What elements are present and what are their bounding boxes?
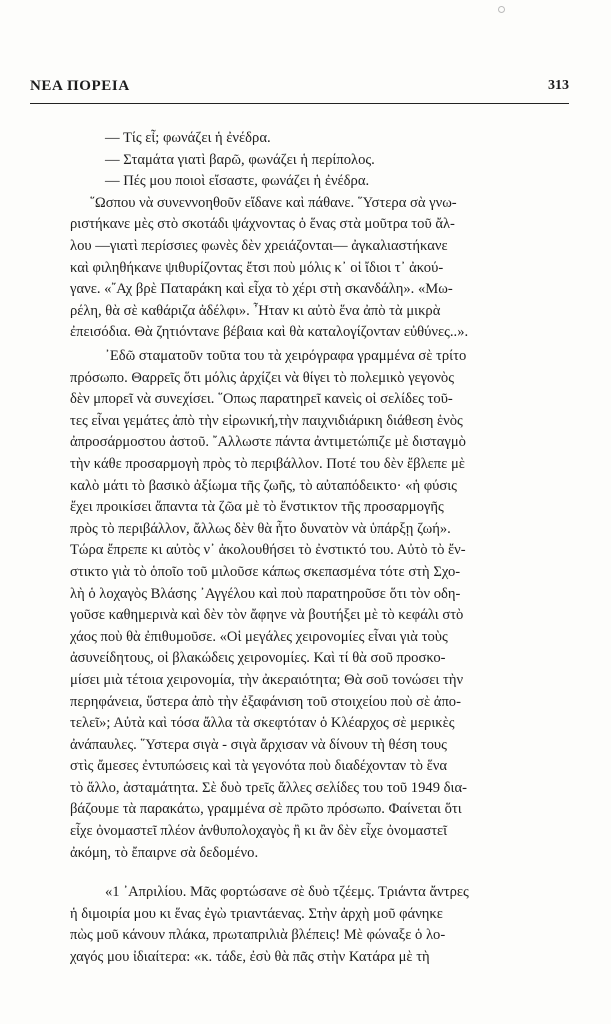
header-rule — [30, 103, 569, 104]
text-line: πὼς μοῦ κάνουν πλάκα, πρωταπριλιὰ βλέπεις! Μὲ φώναξε ὁ λο- — [70, 927, 446, 944]
text-line: ἀσυνείδητους, οἱ βλακώδεις χειρονομίες. Καὶ τί θὰ σοῦ προσκο- — [70, 650, 446, 667]
page-number: 313 — [548, 78, 569, 93]
text-line: καλὸ μάτι τὸ βασικὸ ἀξίωμα τῆς ζωῆς, τὸ αὐταπόδεικτο· «ἡ φύσις — [70, 477, 457, 494]
diary-paragraph — [70, 882, 565, 968]
text-line: ἀκόμη, τὸ ἔπαιρνε σὰ δεδομένο. — [70, 844, 259, 861]
text-line: — Σταμάτα γιατὶ βαρῶ, φωνάζει ἡ περίπολος. — [105, 151, 375, 168]
text-line: γοῦσε καθημερινὰ καὶ δὲν τὸν ἄφηνε νὰ βουτήξει μὲ τὸ κεφάλι στὸ — [70, 607, 464, 624]
text-line: τελεῖ»; Αὐτὰ καὶ τόσα ἄλλα τὰ σκεφτόταν ὁ Κλέαρχος σὲ μερικὲς — [70, 715, 455, 732]
text-line: πρόσωπο. Θαρρεῖς ὅτι μόλις ἀρχίζει νὰ θίγει τὸ πολεμικὸ γεγονὸς — [70, 369, 454, 386]
narrative-paragraph — [70, 346, 565, 864]
text-line: χαγός μου ἰδιαίτερα: «κ. τάδε, ἐσὺ θὰ πᾶς στὴν Κατάρα μὲ τὴ — [70, 948, 430, 965]
text-line: ἐπεισόδια. Θὰ ζητιόντανε βέβαια καὶ θὰ καταλογίζονταν εὐθύνες..». — [70, 324, 469, 341]
text-line: ρέλη, θὰ σὲ καθάριζα ἀδέλφι». ῏Ηταν κι αὐτὸ ἕνα ἀπὸ τὰ μικρὰ — [70, 302, 441, 319]
text-line: βάζουμε τὰ παρακάτω, γραμμένα σὲ πρῶτο πρόσωπο. Φαίνεται ὅτι — [70, 801, 462, 818]
text-line: δὲν μπορεῖ νὰ συνεχίσει. ῞Οπως παρατηρεῖ κανεὶς οἱ σελίδες τοῦ- — [70, 391, 453, 408]
text-line: πρὸς τὸ περιβάλλον, ἄλλως δὲν θὰ ἦτο δυνατὸν νὰ ὑπάρξῃ ζωή». — [70, 520, 451, 537]
paper-speck — [498, 6, 505, 13]
text-line: ἀνάπαυλες. ῞Υστερα σιγὰ - σιγὰ ἄρχισαν νὰ δίνουν τὴ θέση τους — [70, 736, 447, 753]
page-header — [30, 78, 569, 100]
text-line: ἡ διμοιρία μου κι ἕνας ἐγὼ τριαντάενας. Στὴν ἀρχὴ μοῦ φάνηκε — [70, 905, 443, 922]
text-line: λου —γιατὶ περίσσιες φωνὲς δὲν χρειάζονται— ἀγκαλιαστήκανε — [70, 237, 448, 254]
text-line: Τώρα ἔπρεπε κι αὐτὸς ν᾽ ἀκολουθήσει τὸ ἐνστικτό του. Αὐτὸ τὸ ἔν- — [70, 542, 466, 559]
text-line: στὶς ἄμεσες ἐντυπώσεις καὶ τὰ γεγονότα ποὺ διαδέχονταν τὸ ἕνα — [70, 758, 447, 775]
text-line: μίσει μιὰ τέτοια χειρονομία, τὴν ἀκεραιότητα; Θὰ σοῦ τονώσει τὴν — [70, 671, 464, 688]
text-line: ἔχει προικίσει ἅπαντα τὰ ζῶα μὲ τὸ ἔνστικτον τῆς προσαρμογῆς — [70, 499, 444, 516]
dialogue-block — [70, 128, 565, 344]
text-line: — Τίς εἶ; φωνάζει ἡ ἐνέδρα. — [105, 130, 271, 146]
text-line: τες εἶναι γεμάτες ἀπὸ τὴν εἰρωνική,τὴν παιχνιδιάρικη διάθεση ἑνὸς — [70, 412, 463, 429]
text-line: εἶχε ὀνομαστεῖ πλέον ἀνθυπολοχαγὸς ἢ κι ἂν δὲν εἶχε ὀνομαστεῖ — [70, 823, 448, 840]
text-line: γανε. «῎Αχ βρὲ Παταράκη καὶ εἶχα τὸ χέρι στὴ σκανδάλη». «Μω- — [70, 281, 453, 298]
text-line: περηφάνεια, ὕστερα ἀπὸ τὴν ἐξαφάνιση τοῦ στοιχείου ποὺ σὲ ἀπο- — [70, 693, 461, 710]
text-line: τὴν κάθε προσαρμογὴ πρὸς τὸ περιβάλλον. Ποτέ του δὲν ἔβλεπε μὲ — [70, 455, 465, 472]
text-line: ᾽Εδῶ σταματοῦν τοῦτα του τὰ χειρόγραφα γραμμένα σὲ τρίτο — [105, 348, 467, 364]
text-line: ῞Ωσπου νὰ συνεννοηθοῦν εἴδανε καὶ πάθανε. ῞Υστερα σὰ γνω- — [90, 194, 457, 211]
text-line: ριστήκανε μὲς στὸ σκοτάδι ψάχνοντας ὁ ἕνας στὰ μοῦτρα τοῦ ἄλ- — [70, 216, 455, 233]
text-line: ἀπροσάρμοστου ἀστοῦ. ῎Αλλωστε πάντα ἀντιμετώπιζε μὲ δισταγμὸ — [70, 434, 466, 451]
text-line: — Πές μου ποιοὶ εἴσαστε, φωνάζει ἡ ἐνέδρα. — [105, 173, 370, 190]
text-line: καὶ φιληθήκανε ψιθυρίζοντας ἔτσι ποὺ μόλις κ᾽ οἱ ἴδιοι τ᾽ ἀκού- — [70, 259, 444, 276]
text-line: λὴ ὁ λοχαγὸς Βλάσης ᾽Αγγέλου καὶ ποὺ παρατηροῦσε ὅτι τὸν οδη- — [70, 585, 461, 602]
running-title: ΝΕΑ ΠΟΡΕΙΑ — [30, 78, 130, 94]
text-line: χάος ποὺ θὰ ἐπιθυμοῦσε. «Οἱ μεγάλες χειρονομίες εἶναι γιὰ τοὺς — [70, 628, 448, 645]
text-line: στικτο γιὰ τὸ ὁποῖο τοῦ μιλοῦσε κάπως σκεπασμένα τότε στὴ Σχο- — [70, 563, 461, 580]
text-line: τὸ ἄλλο, ἀσταμάτητα. Σὲ δυὸ τρεῖς ἄλλες σελίδες του τοῦ 1949 δια- — [70, 779, 467, 796]
text-line: «1 ᾽Απριλίου. Μᾶς φορτώσανε σὲ δυὸ τζέεμς. Τριάντα ἄντρες — [105, 884, 469, 900]
